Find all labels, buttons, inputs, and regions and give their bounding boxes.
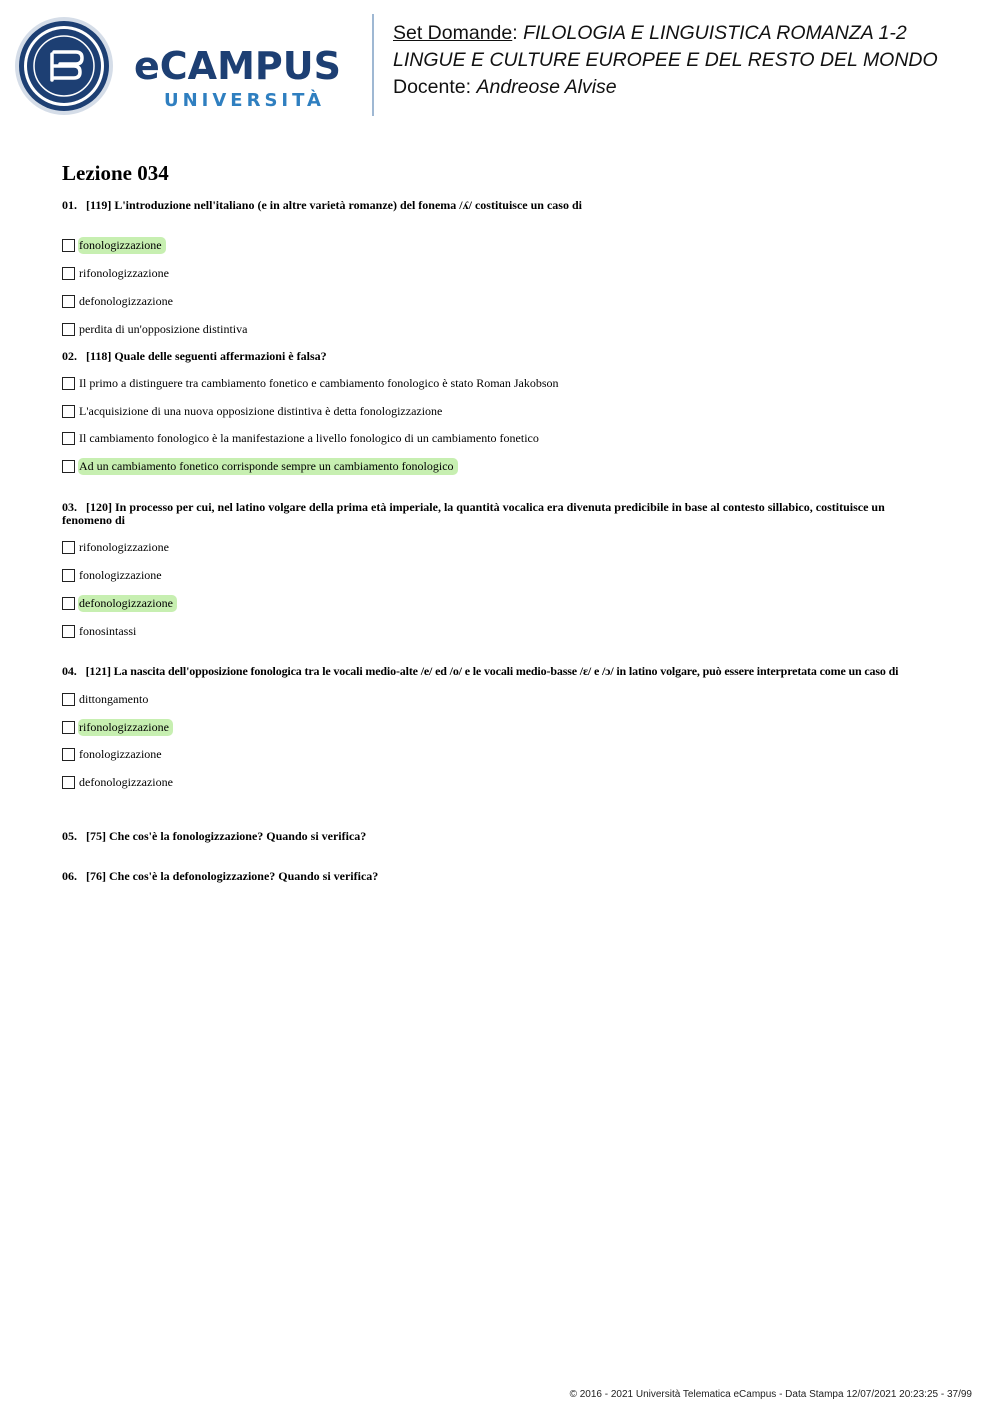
answer-option[interactable] (62, 429, 543, 447)
answer-option[interactable] (62, 236, 166, 254)
answer-option[interactable] (62, 690, 152, 708)
answer-option[interactable] (62, 594, 177, 612)
answer-checkbox[interactable] (62, 693, 75, 706)
lesson-title: Lezione 034 (62, 161, 169, 185)
answer-checkbox[interactable] (62, 748, 75, 761)
course-program: LINGUE E CULTURE EUROPEE E DEL RESTO DEL MONDO (393, 49, 938, 71)
answer-text: Il primo a distinguere tra cambiamento fonetico e cambiamento fonologico è stato Roman Jakobson (79, 375, 559, 390)
answer-checkbox[interactable] (62, 460, 75, 473)
answer-option[interactable] (62, 718, 173, 736)
page-footer: © 2016 - 2021 Università Telematica eCampus - Data Stampa 12/07/2021 20:23:25 - 37/99 (569, 1389, 972, 1400)
teacher-line (393, 74, 938, 101)
logo-subtitle: UNIVERSITÀ (164, 90, 325, 111)
answer-option[interactable] (62, 566, 166, 584)
answer-text: defonologizzazione (79, 774, 173, 789)
question-text-line-2: fenomeno di (62, 513, 125, 527)
answer-checkbox[interactable] (62, 625, 75, 638)
answer-checkbox[interactable] (62, 569, 75, 582)
question-text: [76] Che cos'è la defonologizzazione? Quando si verifica? (86, 869, 379, 883)
question-06 (62, 870, 378, 883)
answer-checkbox[interactable] (62, 541, 75, 554)
answer-checkbox[interactable] (62, 377, 75, 390)
answer-option[interactable] (62, 745, 166, 763)
answer-option[interactable] (62, 457, 458, 475)
answer-checkbox[interactable] (62, 295, 75, 308)
answer-checkbox[interactable] (62, 597, 75, 610)
answer-text: fonologizzazione (79, 746, 162, 761)
answer-checkbox[interactable] (62, 776, 75, 789)
teacher-name: Andreose Alvise (476, 76, 617, 98)
set-label: Set Domande (393, 22, 513, 44)
answer-text: fonosintassi (79, 623, 137, 638)
answer-text: L'acquisizione di una nuova opposizione distintiva è detta fonologizzazione (79, 403, 443, 418)
answer-option[interactable] (62, 402, 446, 420)
logo-wordmark: eCAMPUS (134, 44, 341, 88)
answer-text: rifonologizzazione (79, 265, 169, 280)
question-text-line-1 (62, 501, 962, 514)
course-line-1 (393, 20, 938, 47)
answer-checkbox[interactable] (62, 721, 75, 734)
question-05 (62, 830, 366, 843)
answer-option[interactable] (62, 538, 173, 556)
question-number: 05. (62, 829, 77, 843)
set-colon: : (512, 22, 524, 44)
answer-text: Il cambiamento fonologico è la manifestazione a livello fonologico di un cambiamento fonetico (79, 430, 539, 445)
question-03 (62, 501, 962, 527)
question-text: [118] Quale delle seguenti affermazioni è falsa? (86, 349, 327, 363)
question-number: 03. (62, 500, 77, 514)
answer-option[interactable] (62, 622, 140, 640)
teacher-label: Docente: (393, 76, 477, 98)
question-02 (62, 350, 327, 363)
answer-text: perdita di un'opposizione distintiva (79, 321, 248, 336)
ecampus-logo (14, 14, 364, 118)
answer-text: fonologizzazione (79, 567, 162, 582)
header-info (393, 20, 938, 101)
question-number: 01. (62, 198, 77, 212)
question-text: [75] Che cos'è la fonologizzazione? Quando si verifica? (86, 829, 367, 843)
question-text: [119] L'introduzione nell'italiano (e in altre varietà romanze) del fonema /ʎ/ costituisce un caso di (86, 198, 582, 212)
course-line-2 (393, 47, 938, 74)
answer-option[interactable] (62, 773, 177, 791)
question-number: 02. (62, 349, 77, 363)
answer-checkbox[interactable] (62, 267, 75, 280)
question-number: 06. (62, 869, 77, 883)
answer-text: fonologizzazione (78, 237, 166, 254)
answer-checkbox[interactable] (62, 405, 75, 418)
answer-checkbox[interactable] (62, 432, 75, 445)
answer-text: rifonologizzazione (79, 539, 169, 554)
question-04 (62, 665, 898, 678)
answer-text: defonologizzazione (79, 293, 173, 308)
answer-option[interactable] (62, 292, 177, 310)
question-text: [120] In processo per cui, nel latino volgare della prima età imperiale, la quantità vocalica era divenuta predicibile in base al contesto sillabico, costituisce un (86, 500, 885, 514)
question-number: 04. (62, 664, 77, 678)
question-01 (62, 199, 582, 212)
answer-text: dittongamento (79, 691, 149, 706)
ecampus-seal-icon (14, 14, 364, 118)
answer-option[interactable] (62, 374, 563, 392)
course-name: FILOLOGIA E LINGUISTICA ROMANZA 1-2 (523, 22, 907, 44)
answer-text: Ad un cambiamento fonetico corrisponde sempre un cambiamento fonologico (78, 458, 458, 475)
header-divider (372, 14, 374, 116)
answer-text: rifonologizzazione (78, 719, 173, 736)
answer-checkbox[interactable] (62, 323, 75, 336)
answer-text: defonologizzazione (78, 595, 177, 612)
answer-option[interactable] (62, 320, 251, 338)
answer-option[interactable] (62, 264, 173, 282)
question-text: [121] La nascita dell'opposizione fonologica tra le vocali medio-alte /e/ ed /o/ e le vocali medio-basse /ɛ/ e /ɔ/ in latino volgare, può essere interpretata come un caso di (85, 664, 899, 678)
answer-checkbox[interactable] (62, 239, 75, 252)
